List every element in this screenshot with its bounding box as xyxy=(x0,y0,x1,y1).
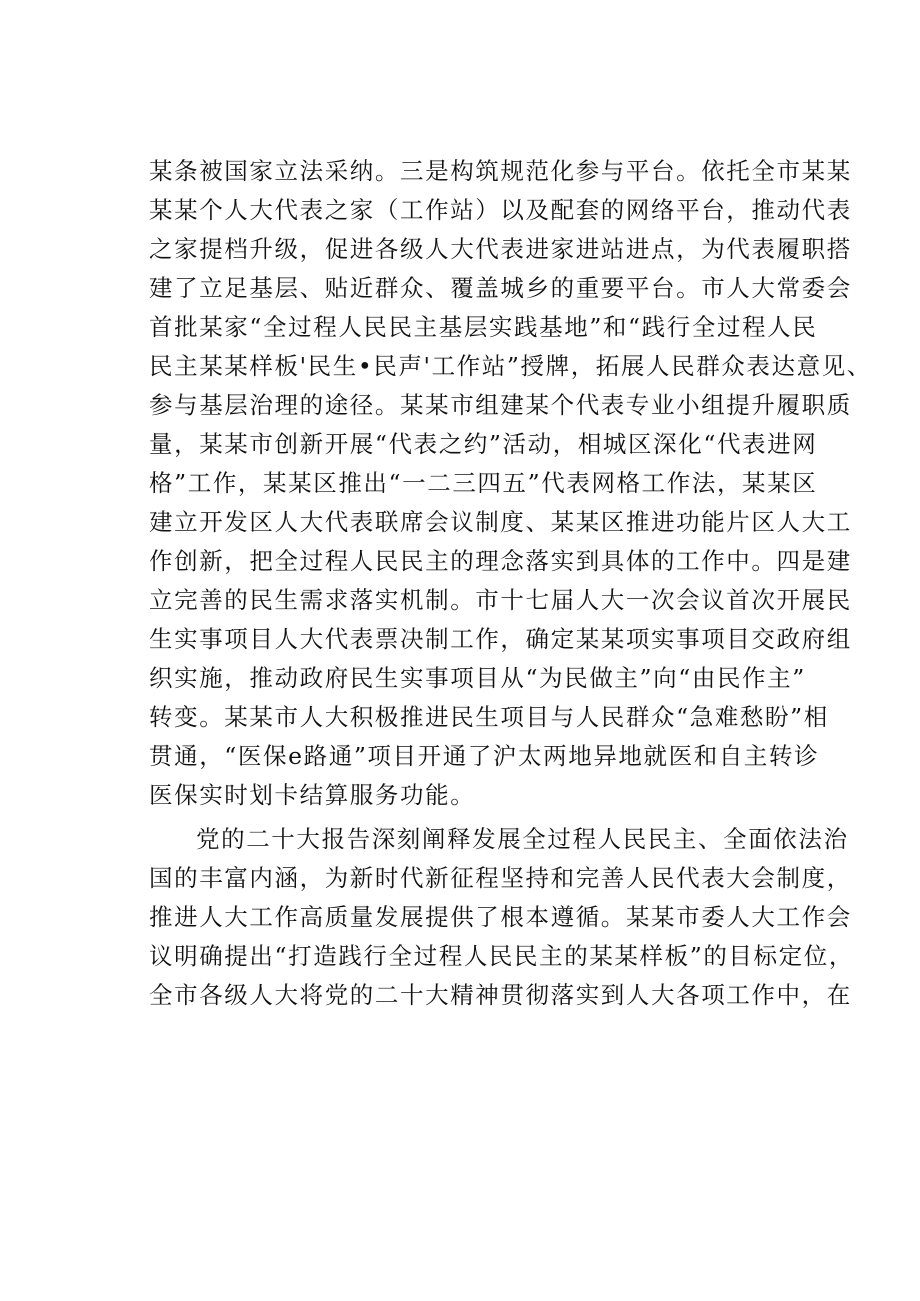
text-line: 某某个人大代表之家（工作站）以及配套的网络平台，推动代表 xyxy=(149,196,852,224)
text-line: 议明确提出“打造践行全过程人民民主的某某样板”的目标定位， xyxy=(149,942,854,970)
text-line: 生实事项目人大代表票决制工作，确定某某项实事项目交政府组 xyxy=(149,625,852,653)
text-line: 之家提档升级，促进各级人大代表进家进站进点，为代表履职搭 xyxy=(149,235,852,263)
text-line: 医保实时划卡结算服务功能。 xyxy=(149,781,476,809)
text-line: 格”工作，某某区推出“一二三四五”代表网格工作法，某某区 xyxy=(149,469,818,497)
text-line: 作创新，把全过程人民民主的理念落实到具体的工作中。四是建 xyxy=(149,547,852,575)
paragraph-2 xyxy=(149,820,854,1015)
text-line: 量，某某市创新开展“代表之约”活动，相城区深化“代表进网 xyxy=(149,430,818,458)
text-line: 贯通，“医保e路通”项目开通了沪太两地异地就医和自主转诊 xyxy=(149,742,820,770)
text-line-indented: 党的二十大报告深刻阐释发展全过程人民民主、全面依法治 xyxy=(196,825,849,853)
text-line: 民主某某样板'民生•民声'工作站”授牌，拓展人民群众表达意见、 xyxy=(149,352,872,380)
text-line: 参与基层治理的途径。某某市组建某个代表专业小组提升履职质 xyxy=(149,391,852,419)
document-body xyxy=(149,152,872,1015)
text-line: 推进人大工作高质量发展提供了根本遵循。某某市委人大工作会 xyxy=(149,903,852,931)
text-line: 转变。某某市人大积极推进民生项目与人民群众“急难愁盼”相 xyxy=(149,703,829,731)
text-line: 建了立足基层、贴近群众、覆盖城乡的重要平台。市人大常委会 xyxy=(149,274,852,302)
text-line: 首批某家“全过程人民民主基层实践基地”和“践行全过程人民 xyxy=(149,313,818,341)
text-line: 建立开发区人大代表联席会议制度、某某区推进功能片区人大工 xyxy=(149,508,852,536)
text-line: 立完善的民生需求落实机制。市十七届人大一次会议首次开展民 xyxy=(149,586,852,614)
text-line: 国的丰富内涵，为新时代新征程坚持和完善人民代表大会制度， xyxy=(149,864,852,892)
text-line: 织实施，推动政府民生实事项目从“为民做主”向“由民作主” xyxy=(149,664,806,692)
text-line: 全市各级人大将党的二十大精神贯彻落实到人大各项工作中，在 xyxy=(149,981,852,1009)
paragraph-1 xyxy=(149,152,872,815)
text-line: 某条被国家立法采纳。三是构筑规范化参与平台。依托全市某某 xyxy=(149,157,852,185)
